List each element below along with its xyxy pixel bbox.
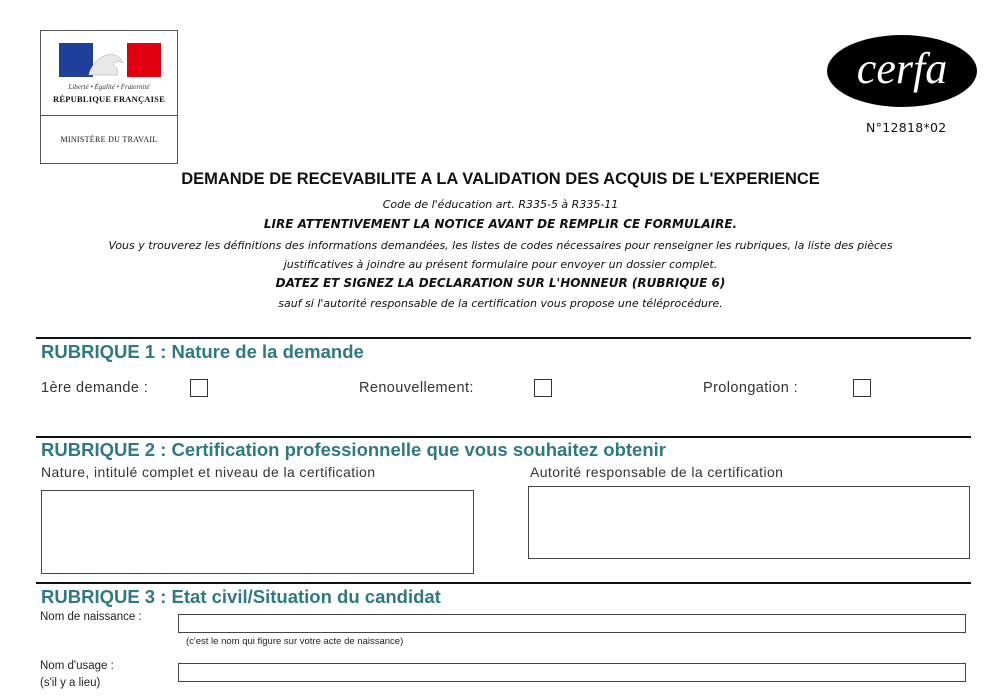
republique-francaise-logo	[40, 30, 178, 164]
usage-name-sublabel: (s'il y a lieu)	[40, 677, 101, 689]
usage-name-label: Nom d'usage :	[40, 660, 114, 672]
marianne-flag-icon	[59, 43, 161, 77]
first-request-checkbox[interactable]	[190, 379, 208, 397]
birth-name-label: Nom de naissance :	[40, 611, 142, 623]
logo-divider	[41, 115, 177, 116]
section-divider	[36, 582, 971, 584]
extension-checkbox[interactable]	[853, 379, 871, 397]
renewal-checkbox[interactable]	[534, 379, 552, 397]
rubrique1-title: RUBRIQUE 1 : Nature de la demande	[41, 341, 364, 362]
birth-name-field[interactable]	[178, 614, 966, 633]
republic-motto: Liberté • Égalité • Fraternité	[68, 83, 150, 91]
certification-authority-field[interactable]	[528, 486, 970, 559]
intro-text-line2: justificatives à joindre au présent formulaire pour envoyer un dossier complet.	[283, 258, 718, 271]
form-number: N°12818*02	[866, 120, 947, 135]
sign-notice: DATEZ ET SIGNEZ LA DECLARATION SUR L'HONNEUR (RUBRIQUE 6)	[275, 276, 726, 290]
usage-name-field[interactable]	[178, 663, 966, 682]
rubrique3-title: RUBRIQUE 3 : Etat civil/Situation du candidat	[41, 586, 441, 607]
certification-nature-label: Nature, intitulé complet et niveau de la certification	[41, 464, 376, 480]
cerfa-logo-text: cerfa	[856, 44, 948, 93]
ministry-name: MINISTÈRE DU TRAVAIL	[60, 135, 158, 144]
renewal-label: Renouvellement:	[359, 380, 474, 396]
extension-label: Prolongation :	[703, 380, 799, 396]
intro-text-line1: Vous y trouverez les définitions des informations demandées, les listes de codes nécessaires pour renseigner les rubriques, la liste des pièces	[108, 239, 893, 252]
birth-name-hint: (c'est le nom qui figure sur votre acte de naissance)	[186, 636, 404, 647]
legal-code: Code de l'éducation art. R335-5 à R335-11	[382, 198, 619, 211]
read-notice: LIRE ATTENTIVEMENT LA NOTICE AVANT DE REMPLIR CE FORMULAIRE.	[263, 217, 738, 231]
section-divider	[36, 436, 971, 438]
rubrique2-title: RUBRIQUE 2 : Certification professionnelle que vous souhaitez obtenir	[41, 439, 666, 460]
republic-name: RÉPUBLIQUE FRANÇAISE	[53, 94, 165, 104]
section-divider	[36, 337, 971, 339]
cerfa-logo	[826, 34, 978, 108]
certification-authority-label: Autorité responsable de la certification	[530, 464, 784, 480]
certification-nature-field[interactable]	[41, 490, 474, 574]
first-request-label: 1ère demande :	[41, 380, 149, 396]
sign-subtext: sauf si l'autorité responsable de la certification vous propose une téléprocédure.	[278, 297, 723, 310]
form-title: DEMANDE DE RECEVABILITE A LA VALIDATION DES ACQUIS DE L'EXPERIENCE	[181, 170, 820, 188]
